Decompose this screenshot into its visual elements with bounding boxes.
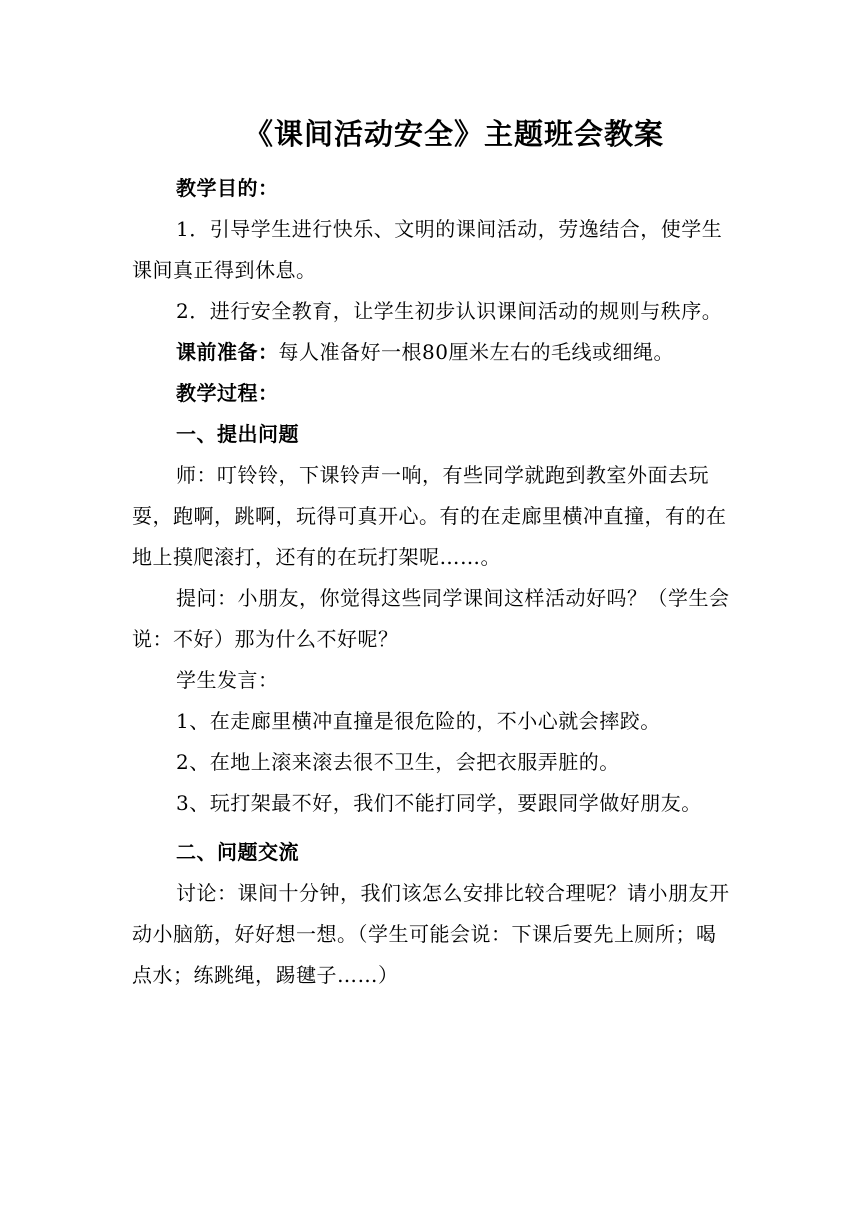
process-heading: 教学过程： <box>176 381 279 405</box>
prep-paragraph <box>132 332 732 373</box>
goal-item-1: 1．引导学生进行快乐、文明的课间活动，劳逸结合，使学生课间真正得到休息。 <box>132 217 723 282</box>
section-2-heading: 二、问题交流 <box>176 840 299 864</box>
student-speech-label: 学生发言： <box>176 668 279 692</box>
answer-item-1: 1、在走廊里横冲直撞是很危险的，不小心就会摔跤。 <box>176 709 661 733</box>
goal-heading: 教学目的： <box>176 176 279 200</box>
teacher-paragraph: 师：叮铃铃，下课铃声一响，有些同学就跑到教室外面去玩耍，跑啊，跳啊，玩得可真开心。有的在走廊里横冲直撞，有的在地上摸爬滚打，还有的在玩打架呢……。 <box>132 463 727 569</box>
section-1-heading: 一、提出问题 <box>176 422 299 446</box>
prep-text: 每人准备好一根80厘米左右的毛线或细绳。 <box>278 340 674 364</box>
answer-item-2: 2、在地上滚来滚去很不卫生，会把衣服弄脏的。 <box>176 750 620 774</box>
document-content <box>132 114 732 996</box>
question-paragraph: 提问：小朋友，你觉得这些同学课间这样活动好吗？（学生会说：不好）那为什么不好呢？ <box>132 586 730 651</box>
document-title: 《课间活动安全》主题班会教案 <box>244 117 665 151</box>
prep-label: 课前准备： <box>176 340 279 364</box>
goal-item-2: 2．进行安全教育，让学生初步认识课间活动的规则与秩序。 <box>176 299 723 323</box>
discussion-paragraph: 讨论：课间十分钟，我们该怎么安排比较合理呢？请小朋友开动小脑筋，好好想一想。（学生可能会说：下课后要先上厕所；喝点水；练跳绳，踢毽子……） <box>132 881 730 987</box>
answer-item-3: 3、玩打架最不好，我们不能打同学，要跟同学做好朋友。 <box>176 791 702 815</box>
